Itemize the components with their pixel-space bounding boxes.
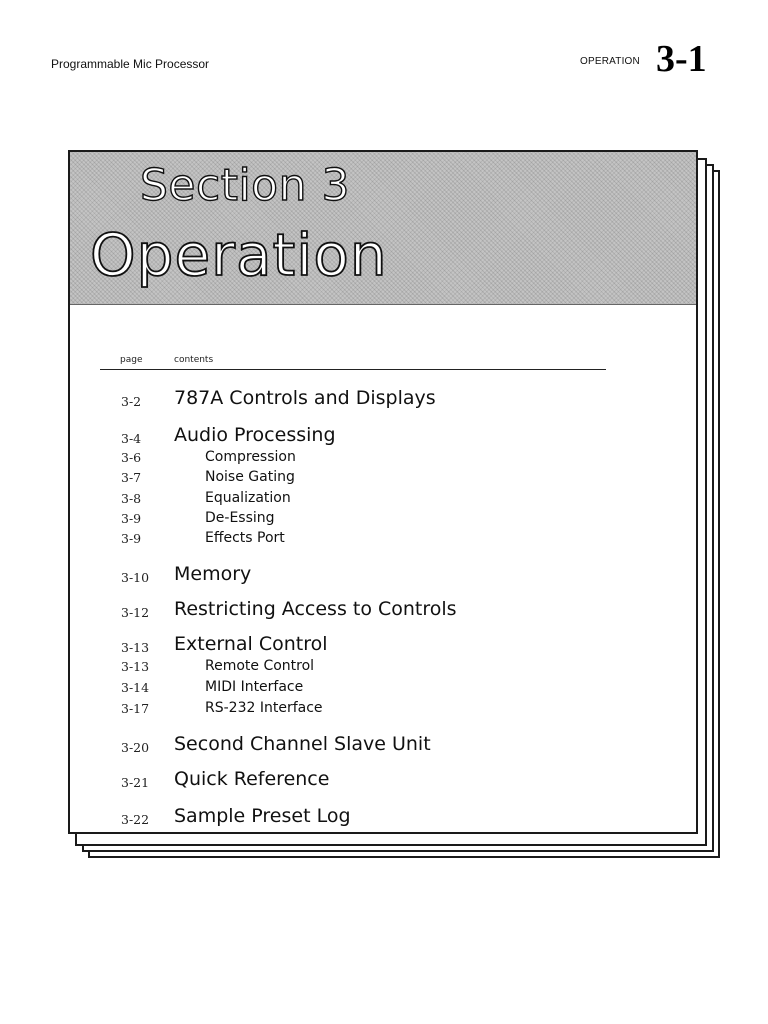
toc-entry-title: 787A Controls and Displays bbox=[174, 387, 436, 409]
toc-entry-title: Equalization bbox=[205, 490, 291, 506]
toc-entry-page: 3-2 bbox=[121, 394, 142, 409]
toc-entry-title: RS-232 Interface bbox=[205, 700, 323, 716]
toc-entry-title: Compression bbox=[205, 449, 296, 465]
toc-entry-page: 3-21 bbox=[121, 775, 150, 790]
toc-entry-page: 3-17 bbox=[121, 701, 150, 716]
toc-entry-page: 3-13 bbox=[121, 659, 150, 674]
section-sheet bbox=[68, 150, 698, 834]
running-head-section: OPERATION bbox=[580, 56, 640, 67]
table-of-contents bbox=[70, 152, 696, 832]
toc-entry-title: Sample Preset Log bbox=[174, 805, 351, 827]
toc-entry-title: De-Essing bbox=[205, 510, 275, 526]
toc-entry-page: 3-14 bbox=[121, 680, 150, 695]
toc-entry-page: 3-9 bbox=[121, 511, 142, 526]
toc-entry-title: Remote Control bbox=[205, 658, 315, 674]
toc-entry-title: Second Channel Slave Unit bbox=[174, 733, 431, 755]
toc-header-contents: contents bbox=[174, 355, 214, 365]
toc-entry-title: Quick Reference bbox=[174, 768, 330, 790]
running-head-product: Programmable Mic Processor bbox=[51, 57, 210, 71]
toc-entry-page: 3-9 bbox=[121, 531, 142, 546]
toc-entry-title: Memory bbox=[174, 563, 252, 585]
toc-entry-page: 3-8 bbox=[121, 491, 142, 506]
toc-header-page: page bbox=[120, 355, 143, 365]
toc-entry-page: 3-10 bbox=[121, 570, 150, 585]
toc-entry-page: 3-7 bbox=[121, 470, 142, 485]
toc-entry-page: 3-13 bbox=[121, 640, 150, 655]
page-number: 3-1 bbox=[656, 38, 707, 80]
banner-section-label: Section 3 bbox=[140, 160, 350, 211]
toc-entry-title: MIDI Interface bbox=[205, 679, 304, 695]
toc-entry-title: Audio Processing bbox=[174, 424, 336, 446]
toc-entry-page: 3-4 bbox=[121, 431, 142, 446]
toc-entry-title: Noise Gating bbox=[205, 469, 295, 485]
toc-entry-page: 3-12 bbox=[121, 605, 150, 620]
toc-entry-page: 3-22 bbox=[121, 812, 150, 827]
toc-entry-title: External Control bbox=[174, 633, 328, 655]
toc-entry-title: Restricting Access to Controls bbox=[174, 598, 457, 620]
toc-entry-page: 3-6 bbox=[121, 450, 142, 465]
toc-entry-title: Effects Port bbox=[205, 530, 285, 546]
banner-section-title: Operation bbox=[90, 221, 388, 289]
toc-entry-page: 3-20 bbox=[121, 740, 150, 755]
